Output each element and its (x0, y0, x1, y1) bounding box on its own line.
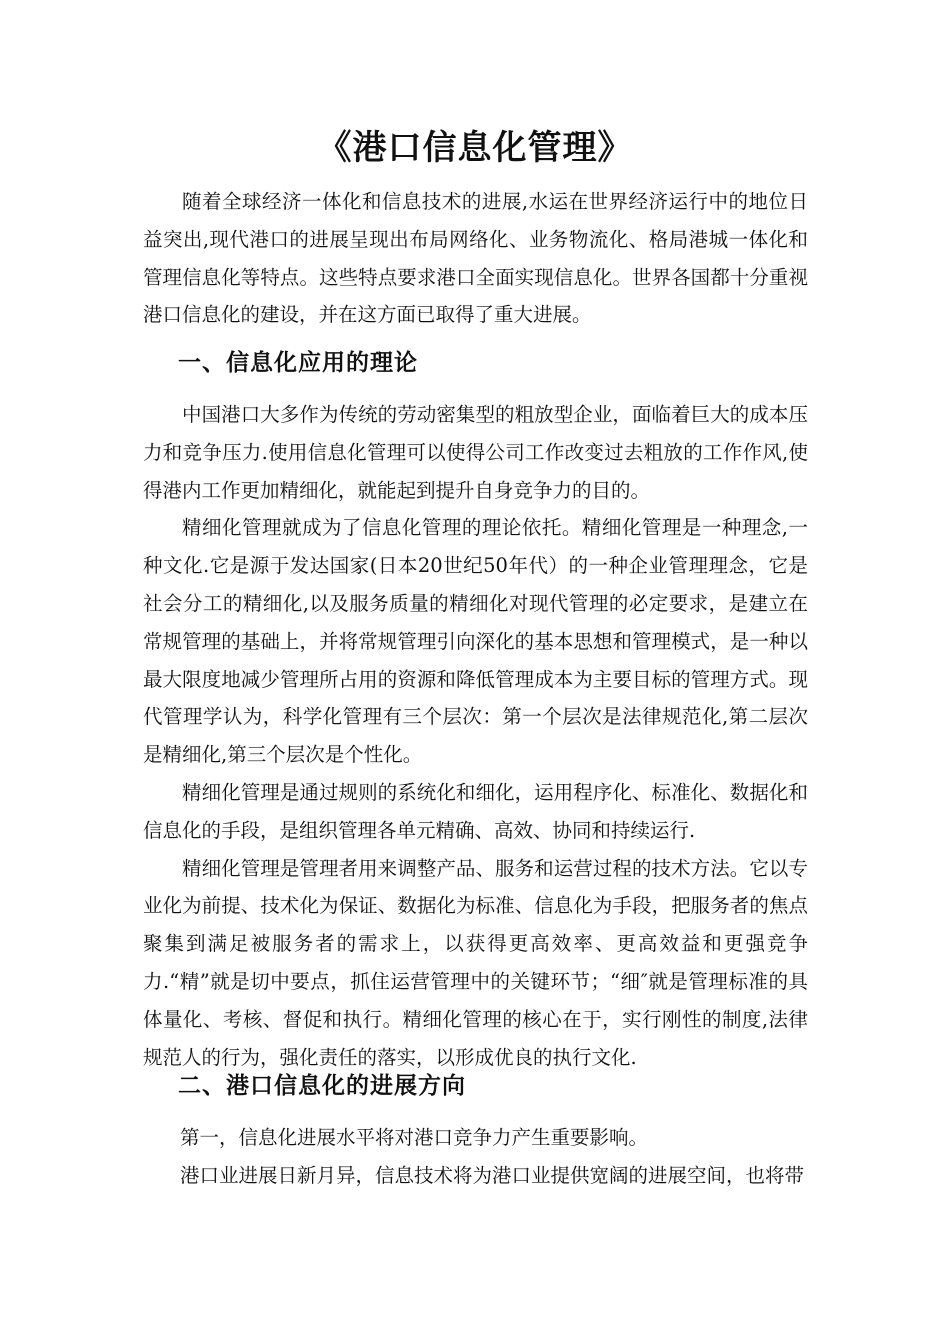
section-2-paragraph: 第一，信息化进展水平将对港口竞争力产生重要影响。 (180, 1126, 649, 1149)
section-2-body (143, 1119, 808, 1195)
document-title: 《港口信息化管理》 (317, 128, 633, 168)
section-1-paragraph: 精细化管理就成为了信息化管理的理论依托。精细化管理是一种理念,一种文化.它是源于发达国家(日本20世纪50年代）的一种企业管理理念，它是社会分工的精细化,以及服务质量的精细化对现代管理的必定要求，是建立在常规管理的基础上，并将常规管理引向深化的基本思想和管理模式，是一种以最大限度地减少管理所占用的资源和降低管理成本为主要目标的管理方式。现代管理学认为，科学化管理有三个层次：第一个层次是法律规范化,第二层次是精细化,第三个层次是个性化。 (143, 516, 808, 767)
intro-section (143, 183, 808, 334)
section-2-paragraph: 港口业进展日新月异，信息技术将为港口业提供宽阔的进展空间，也将带 (180, 1163, 805, 1187)
section-1-paragraph: 精细化管理是管理者用来调整产品、服务和运营过程的技术方法。它以专业化为前提、技术化为保证、数据化为标准、信息化为手段，把服务者的焦点聚集到满足被服务者的需求上，以获得更高效率、更高效益和更强竞争力.“精”就是切中要点，抓住运营管理中的关键环节；“细″就是管理标准的具体量化、考核、督促和执行。精细化管理的核心在于，实行刚性的制度,法律规范人的行为，强化责任的落实，以形成优良的执行文化. (143, 856, 808, 1069)
intro-paragraph: 随着全球经济一体化和信息技术的进展,水运在世界经济运行中的地位日益突出,现代港口的进展呈现出布局网络化、业务物流化、格局港城一体化和管理信息化等特点。这些特点要求港口全面实现信息化。世界各国都十分重视港口信息化的建设，并在这方面已取得了重大进展。 (143, 190, 808, 327)
section-1-paragraph: 精细化管理是通过规则的系统化和细化，运用程序化、标准化、数据化和信息化的手段，是组织管理各单元精确、高效、协同和持续运行. (143, 780, 808, 842)
section-1-paragraph: 中国港口大多作为传统的劳动密集型的粗放型企业，面临着巨大的成本压力和竞争压力.使用信息化管理可以使得公司工作改变过去粗放的工作作风,使得港内工作更加精细化，就能起到提升自身竞争力的目的。 (143, 403, 808, 502)
section-2-heading: 二、港口信息化的进展方向 (178, 1073, 466, 1099)
section-1-heading: 一、信息化应用的理论 (178, 350, 418, 376)
section-1-body (143, 396, 808, 1076)
